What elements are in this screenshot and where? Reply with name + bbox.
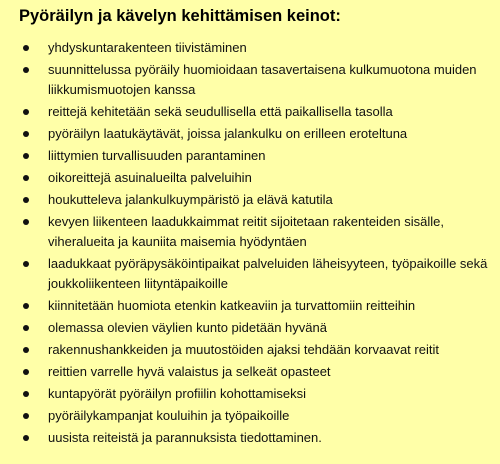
panel-title: Pyöräilyn ja kävelyn kehittämisen keinot: (19, 7, 341, 25)
list-item (19, 212, 490, 252)
list-item (19, 254, 490, 294)
measures-list (19, 38, 490, 448)
list-item-label: kuntapyörät pyöräilyn profiilin kohottamiseksi (48, 386, 306, 401)
bullet-icon (23, 435, 29, 441)
bullet-icon (23, 175, 29, 181)
list-item (19, 60, 490, 100)
list-item (19, 362, 490, 382)
list-item (19, 190, 490, 210)
list-item (19, 384, 490, 404)
list-item-label: yhdyskuntarakenteen tiivistäminen (48, 40, 247, 55)
list-item-label: laadukkaat pyöräpysäköintipaikat palveluiden läheisyyteen, työpaikoille sekä joukkoliikenteen liityntäpaikoille (48, 256, 488, 291)
bullet-icon (23, 303, 29, 309)
bullet-icon (23, 369, 29, 375)
bullet-icon (23, 153, 29, 159)
bullet-icon (23, 45, 29, 51)
list-item-label: suunnittelussa pyöräily huomioidaan tasavertaisena kulkumuotona muiden liikkumismuotojen kanssa (48, 62, 477, 97)
list-item-label: liittymien turvallisuuden parantaminen (48, 148, 266, 163)
bullet-icon (23, 67, 29, 73)
bullet-icon (23, 219, 29, 225)
list-item-label: pyöräilykampanjat kouluihin ja työpaikoille (48, 408, 290, 423)
list-item (19, 102, 490, 122)
list-item-label: reittejä kehitetään sekä seudullisella että paikallisella tasolla (48, 104, 393, 119)
list-item-label: rakennushankkeiden ja muutostöiden ajaksi tehdään korvaavat reitit (48, 342, 439, 357)
bullet-icon (23, 391, 29, 397)
bullet-icon (23, 131, 29, 137)
list-item-label: houkutteleva jalankulkuympäristö ja elävä katutila (48, 192, 333, 207)
list-item (19, 428, 490, 448)
bullet-icon (23, 325, 29, 331)
list-item-label: oikoreittejä asuinalueilta palveluihin (48, 170, 252, 185)
list-item (19, 340, 490, 360)
bullet-icon (23, 347, 29, 353)
list-item-label: uusista reiteistä ja parannuksista tiedottaminen. (48, 430, 322, 445)
list-item (19, 168, 490, 188)
list-item (19, 124, 490, 144)
list-item-label: kevyen liikenteen laadukkaimmat reitit sijoitetaan rakenteiden sisälle, viheralueita ja kauniita maisemia hyödyntäen (48, 214, 444, 249)
bullet-icon (23, 413, 29, 419)
bullet-icon (23, 109, 29, 115)
bullet-icon (23, 261, 29, 267)
list-item-label: reittien varrelle hyvä valaistus ja selkeät opasteet (48, 364, 331, 379)
list-item-label: pyöräilyn laatukäytävät, joissa jalankulku on erilleen eroteltuna (48, 126, 408, 141)
list-item (19, 146, 490, 166)
list-item-label: olemassa olevien väylien kunto pidetään hyvänä (48, 320, 327, 335)
list-item (19, 318, 490, 338)
list-item (19, 38, 490, 58)
bullet-icon (23, 197, 29, 203)
list-item (19, 296, 490, 316)
list-item (19, 406, 490, 426)
list-item-label: kiinnitetään huomiota etenkin katkeaviin ja turvattomiin reitteihin (48, 298, 416, 313)
